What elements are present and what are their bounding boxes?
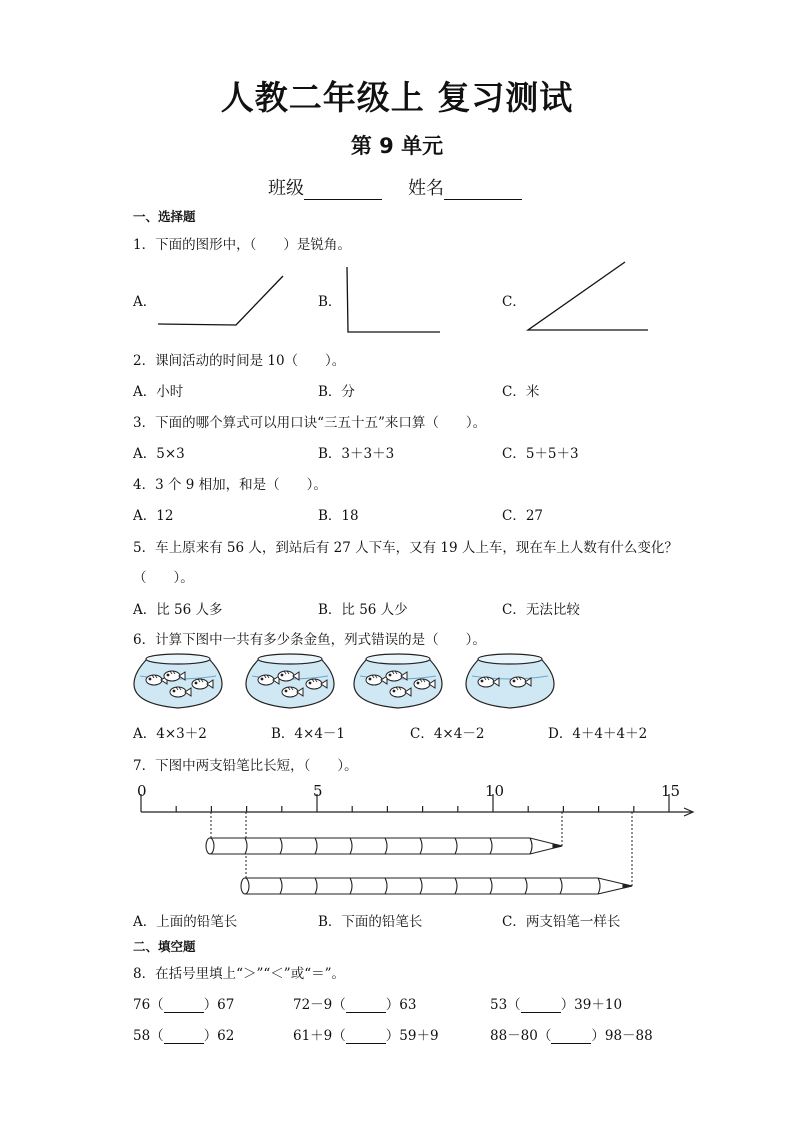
q4-option-c[interactable]: C．27: [502, 508, 544, 524]
q7-option-a[interactable]: A．上面的铅笔长: [133, 914, 238, 930]
question-8: 8．在括号里填上“＞”“＜”或“＝”。: [133, 966, 345, 982]
lower-pencil: [241, 878, 632, 894]
q8-item-4: 58（ ）62: [133, 1028, 235, 1044]
question-6: 6．计算下图中一共有多少条金鱼，列式错误的是（ ）。: [133, 632, 486, 648]
question-1: 1．下面的图形中，（ ）是锐角。: [133, 237, 351, 253]
q8-item-3: 53（ ）39＋10: [490, 997, 623, 1013]
question-3: 3．下面的哪个算式可以用口诀“三五十五”来口算（ ）。: [133, 415, 487, 431]
question-5: 5．车上原来有 56 人，到站后有 27 人下车，又有 19 人上车，现在车上人数有什么变化？: [133, 540, 678, 556]
q2-option-a[interactable]: A．小时: [133, 384, 184, 400]
q1-option-c[interactable]: C．: [502, 294, 526, 310]
q2-option-c[interactable]: C．米: [502, 384, 540, 400]
q5-option-c[interactable]: C．无法比较: [502, 602, 580, 618]
class-label: 班级: [268, 178, 304, 199]
answer-blank[interactable]: [346, 1029, 386, 1044]
q6-option-d[interactable]: D．4＋4＋4＋2: [548, 726, 648, 742]
upper-pencil: [206, 838, 562, 854]
answer-blank[interactable]: [346, 998, 386, 1013]
section-title-2: 二、填空题: [133, 939, 196, 954]
q3-option-b[interactable]: B．3＋3＋3: [318, 446, 395, 462]
section-title: 一、选择题: [133, 209, 196, 224]
q5-option-b[interactable]: B．比 56 人少: [318, 602, 408, 618]
ruler-label: 15: [661, 782, 681, 800]
question-4: 4．3 个 9 相加，和是（ ）。: [133, 477, 327, 493]
name-label: 姓名: [408, 178, 444, 199]
q4-option-a[interactable]: A．12: [133, 508, 174, 524]
ruler-label: 5: [313, 782, 323, 800]
question-5-blank: （ ）。: [133, 570, 194, 586]
ruler-label: 0: [137, 782, 147, 800]
q5-option-a[interactable]: A．比 56 人多: [133, 602, 223, 618]
answer-blank[interactable]: [521, 998, 561, 1013]
ruler-labels: [137, 782, 680, 800]
q1-option-a[interactable]: A．: [133, 294, 157, 310]
q4-option-b[interactable]: B．18: [318, 508, 359, 524]
ruler-label: 10: [485, 782, 505, 800]
ruler: [141, 794, 693, 816]
q8-item-6: 88－80（ ）98－88: [490, 1028, 653, 1044]
q1-option-b[interactable]: B．: [318, 294, 342, 310]
question-2: 2．课间活动的时间是 10（ ）。: [133, 353, 346, 369]
answer-blank[interactable]: [164, 998, 204, 1013]
q8-item-1: 76（ ）67: [133, 997, 235, 1013]
q3-option-c[interactable]: C．5＋5＋3: [502, 446, 579, 462]
q8-item-2: 72－9（ ）63: [293, 997, 417, 1013]
page-title: 人教二年级上 复习测试: [220, 78, 574, 117]
answer-blank[interactable]: [551, 1029, 591, 1044]
q3-option-a[interactable]: A．5×3: [133, 446, 185, 462]
unit-subtitle: 第 9 单元: [350, 134, 444, 158]
q6-option-b[interactable]: B．4×4－1: [271, 726, 345, 742]
q7-option-c[interactable]: C．两支铅笔一样长: [502, 914, 621, 930]
answer-blank[interactable]: [164, 1029, 204, 1044]
q6-option-a[interactable]: A．4×3＋2: [133, 726, 207, 742]
question-7: 7．下图中两支铅笔比长短，（ ）。: [133, 758, 358, 774]
q8-item-5: 61＋9（ ）59＋9: [293, 1028, 439, 1044]
q7-option-b[interactable]: B．下面的铅笔长: [318, 914, 423, 930]
q2-option-b[interactable]: B．分: [318, 384, 355, 400]
q6-option-c[interactable]: C．4×4－2: [410, 726, 485, 742]
